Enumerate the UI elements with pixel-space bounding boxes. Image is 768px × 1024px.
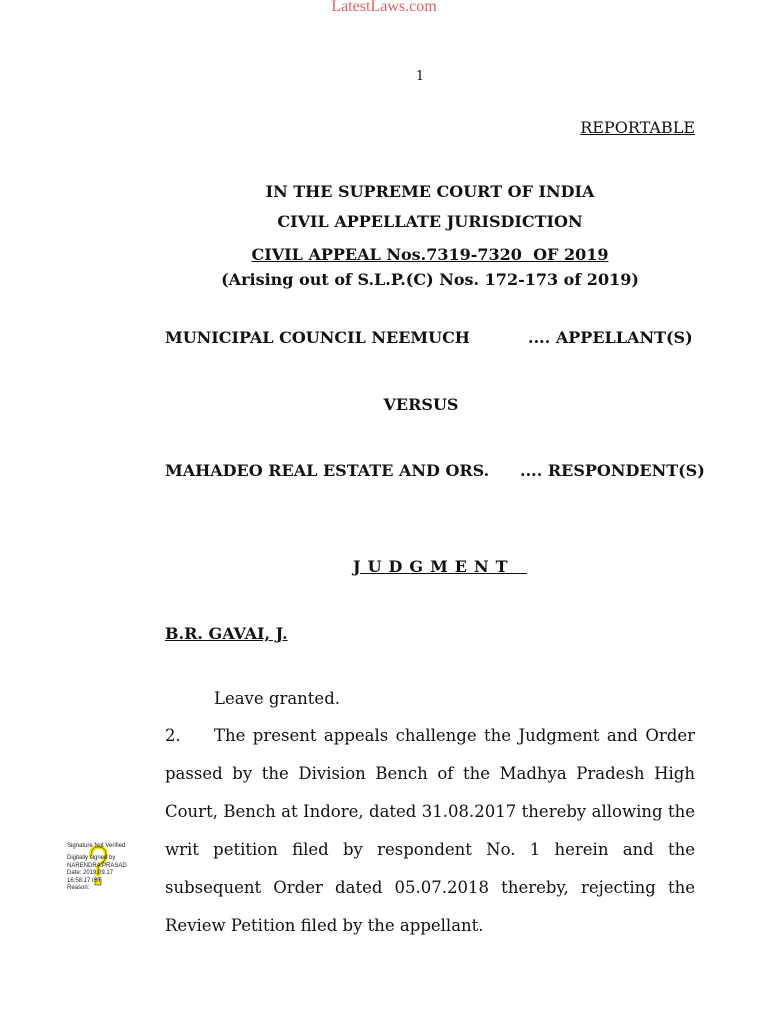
versus: VERSUS: [383, 395, 459, 414]
arising-from: (Arising out of S.L.P.(C) Nos. 172-173 of 2019): [221, 270, 639, 289]
judge-name: B.R. GAVAI, J.: [165, 624, 288, 643]
paragraph-2: [165, 717, 695, 945]
digital-signature: [67, 843, 147, 892]
court-name: IN THE SUPREME COURT OF INDIA: [265, 182, 595, 201]
leave-granted: Leave granted.: [214, 689, 341, 708]
respondent-role: .... RESPONDENT(S): [520, 461, 705, 480]
paragraph-number: 2.: [165, 726, 181, 745]
page-number: 1: [415, 69, 425, 84]
signature-status: Signature Not Verified: [67, 843, 126, 849]
signature-line-5: Reason:: [67, 885, 90, 892]
appellant-name: MUNICIPAL COUNCIL NEEMUCH: [165, 328, 470, 347]
watermark: LatestLaws.com: [331, 0, 437, 15]
judgment-heading: JUDGMENT: [353, 557, 528, 576]
appellant-role: .... APPELLANT(S): [528, 328, 693, 347]
signature-line-1: Digitally signed by: [67, 855, 116, 862]
signature-line-4: 16:58:17 IST: [67, 877, 102, 884]
jurisdiction: CIVIL APPELLATE JURISDICTION: [277, 212, 583, 231]
signature-line-2: NARENDRA PRASAD: [67, 862, 127, 869]
signature-line-3: Date: 2019.09.17: [67, 870, 114, 877]
reportable-label: REPORTABLE: [580, 118, 695, 137]
paragraph-text: The present appeals challenge the Judgment and Order passed by the Division Bench of the Madhya Pradesh High Court, Bench at Indore, dated 31.08.2017 thereby allowing the writ petition filed by respondent No. 1 herein and the subsequent Order dated 05.07.2018 thereby, rejecting the Review Petition filed by the appellant.: [165, 726, 695, 935]
respondent-name: MAHADEO REAL ESTATE AND ORS.: [165, 461, 490, 480]
appeal-number: CIVIL APPEAL Nos.7319-7320 OF 2019: [251, 245, 609, 264]
